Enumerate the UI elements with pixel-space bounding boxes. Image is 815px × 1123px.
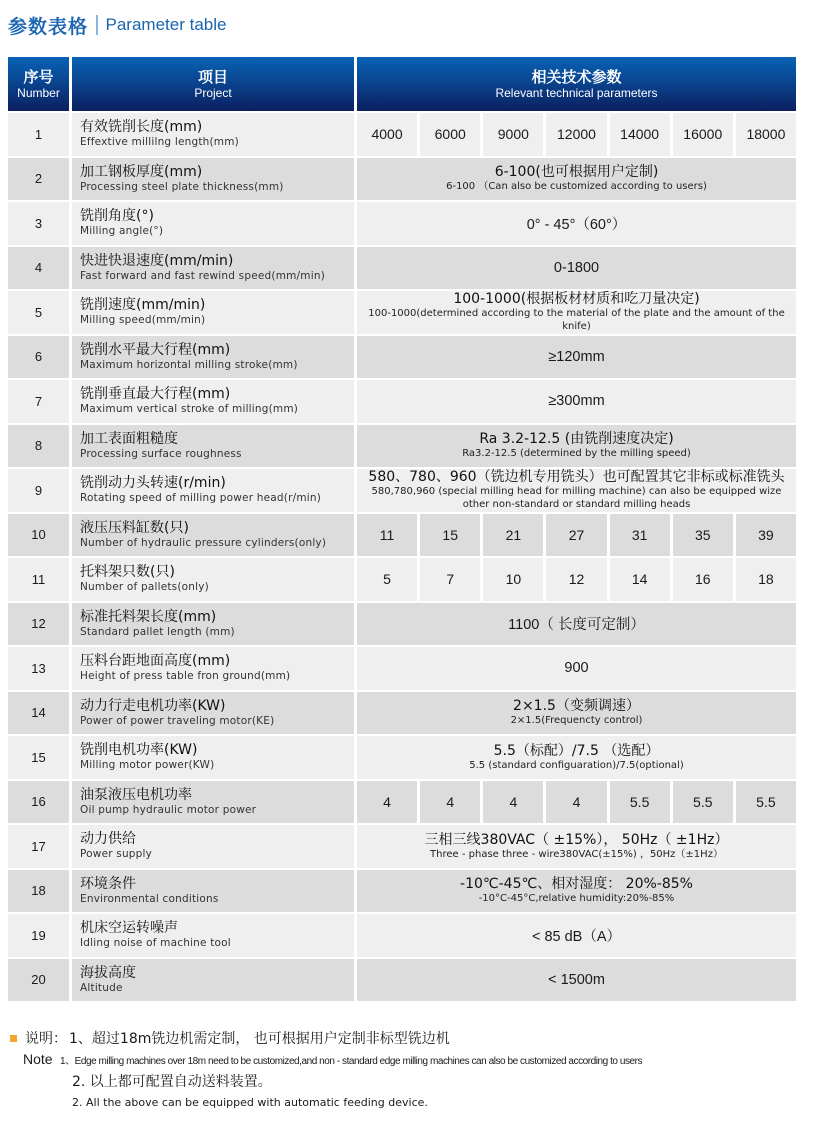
row-value <box>357 736 796 779</box>
value-text: 0° - 45°（60°） <box>526 216 627 233</box>
note2-cn: 2. 以上都可配置自动送料装置。 <box>72 1074 272 1090</box>
row-project <box>72 870 354 913</box>
row-value <box>357 603 796 646</box>
row-value <box>357 959 796 1002</box>
value-en: 5.5 (standard configuaration)/7.5(optional) <box>469 759 684 771</box>
parameter-table <box>8 57 796 1001</box>
row-values <box>357 558 796 601</box>
row-value <box>357 247 796 290</box>
row-number: 3 <box>8 202 69 245</box>
row-project <box>72 558 354 601</box>
value-text: < 85 dB（A） <box>531 928 622 945</box>
project-cn: 液压压料缸数(只) <box>80 519 189 536</box>
title-divider <box>96 15 98 35</box>
row-number: 11 <box>8 558 69 601</box>
header-params <box>357 57 796 111</box>
value-cell: 15 <box>417 514 480 557</box>
table-row <box>8 467 796 512</box>
table-row <box>8 556 796 601</box>
table-row <box>8 245 796 290</box>
row-value <box>357 291 796 334</box>
note-label-en: Note <box>23 1051 53 1067</box>
value-cell: 14 <box>607 558 670 601</box>
page-title <box>8 12 226 38</box>
value-cell: 11 <box>357 514 417 557</box>
row-project <box>72 469 354 512</box>
project-en: Standard pallet length (mm) <box>80 625 235 638</box>
value-cell: 7 <box>417 558 480 601</box>
value-cell: 5.5 <box>670 781 733 824</box>
row-number: 10 <box>8 514 69 557</box>
notes-section <box>8 1028 808 1112</box>
value-cell: 4 <box>357 781 417 824</box>
row-number: 7 <box>8 380 69 423</box>
row-value <box>357 692 796 735</box>
value-cell: 5.5 <box>607 781 670 824</box>
row-project <box>72 825 354 868</box>
project-cn: 铣削电机功率(KW) <box>80 742 198 759</box>
value-cell: 10 <box>480 558 543 601</box>
table-row <box>8 378 796 423</box>
header-project <box>72 57 354 111</box>
row-number: 12 <box>8 603 69 646</box>
project-en: Processing surface roughness <box>80 447 242 460</box>
project-en: Power of power traveling motor(KE) <box>80 714 275 727</box>
value-cell: 9000 <box>480 113 543 156</box>
value-cell: 4 <box>417 781 480 824</box>
project-cn: 油泵液压电机功率 <box>80 786 192 803</box>
row-number: 1 <box>8 113 69 156</box>
value-cell: 12000 <box>543 113 606 156</box>
project-en: Processing steel plate thickness(mm) <box>80 180 284 193</box>
row-project <box>72 113 354 156</box>
header-project-en: Project <box>194 85 232 100</box>
table-row <box>8 423 796 468</box>
row-values <box>357 113 796 156</box>
project-cn: 动力供给 <box>80 831 136 848</box>
row-project <box>72 914 354 957</box>
row-value <box>357 336 796 379</box>
row-project <box>72 202 354 245</box>
project-en: Number of hydraulic pressure cylinders(only) <box>80 536 327 549</box>
note1-cn: 1、超过18m铣边机需定制， 也可根据用户定制非标型铣边机 <box>69 1031 450 1047</box>
value-cell: 5 <box>357 558 417 601</box>
value-en: Three - phase three - wire380VAC(±15%) ，50Hz（±1Hz） <box>430 848 723 860</box>
value-cell: 4000 <box>357 113 417 156</box>
row-project <box>72 781 354 824</box>
row-number: 17 <box>8 825 69 868</box>
row-values <box>357 514 796 557</box>
value-cell: 39 <box>733 514 796 557</box>
row-value <box>357 825 796 868</box>
table-row <box>8 512 796 557</box>
row-number: 13 <box>8 647 69 690</box>
table-body <box>8 111 796 1001</box>
row-project <box>72 158 354 201</box>
project-cn: 铣削垂直最大行程(mm) <box>80 386 231 403</box>
row-number: 5 <box>8 291 69 334</box>
table-row <box>8 601 796 646</box>
project-cn: 标准托料架长度(mm) <box>80 608 217 625</box>
project-en: Milling motor power(KW) <box>80 759 215 772</box>
table-row <box>8 734 796 779</box>
row-project <box>72 336 354 379</box>
value-cn: 580、780、960（铣边机专用铣头）也可配置其它非标或标准铣头 <box>368 469 785 486</box>
project-en: Idling noise of machine tool <box>80 937 231 950</box>
row-project <box>72 425 354 468</box>
value-en: -10°C-45°C,relative humidity:20%-85% <box>478 893 675 904</box>
table-header <box>8 57 796 111</box>
header-number <box>8 57 69 111</box>
row-number: 2 <box>8 158 69 201</box>
table-row <box>8 289 796 334</box>
value-en: Ra3.2-12.5 (determined by the milling speed) <box>462 448 691 459</box>
note-label-cn: 说明： <box>25 1031 67 1047</box>
project-cn: 加工钢板厚度(mm) <box>80 163 203 180</box>
table-row <box>8 111 796 156</box>
row-value <box>357 914 796 957</box>
value-cell: 16000 <box>670 113 733 156</box>
project-cn: 机床空运转噪声 <box>80 920 178 937</box>
project-cn: 动力行走电机功率(KW) <box>80 697 226 714</box>
project-cn: 托料架只数(只) <box>80 564 175 581</box>
table-row <box>8 912 796 957</box>
row-project <box>72 247 354 290</box>
row-values <box>357 781 796 824</box>
project-en: Environmental conditions <box>80 892 219 905</box>
table-row <box>8 957 796 1002</box>
value-text: 1100（ 长度可定制） <box>508 617 645 634</box>
project-cn: 海拔高度 <box>80 964 136 981</box>
value-text: 0-1800 <box>553 259 600 276</box>
value-text: 900 <box>564 660 589 677</box>
table-row <box>8 645 796 690</box>
header-params-cn: 相关技术参数 <box>531 67 622 86</box>
project-en: Number of pallets(only) <box>80 581 209 594</box>
row-project <box>72 959 354 1002</box>
table-row <box>8 334 796 379</box>
row-project <box>72 647 354 690</box>
value-cell: 31 <box>607 514 670 557</box>
note2-en: 2. All the above can be equipped with automatic feeding device. <box>72 1095 428 1109</box>
project-cn: 铣削水平最大行程(mm) <box>80 341 231 358</box>
project-cn: 有效铣削长度(mm) <box>80 119 203 136</box>
value-text: ≥120mm <box>548 348 605 365</box>
table-row <box>8 868 796 913</box>
row-project <box>72 692 354 735</box>
project-en: Fast forward and fast rewind speed(mm/min) <box>80 269 325 282</box>
project-en: Milling angle(°) <box>80 225 164 238</box>
project-cn: 铣削角度(°) <box>80 208 154 225</box>
value-en: 100-1000(determined according to the material of the plate and the amount of the knife) <box>368 308 785 332</box>
row-value <box>357 158 796 201</box>
row-value <box>357 380 796 423</box>
note1-en: 1、Edge milling machines over 18m need to be customized,and non - standard edge milling machines can also be customized according to users <box>60 1055 643 1067</box>
table-row <box>8 690 796 735</box>
project-en: Height of press table fron ground(mm) <box>80 670 291 683</box>
row-project <box>72 603 354 646</box>
value-cell: 4 <box>543 781 606 824</box>
value-cn: 100-1000(根据板材材质和吃刀量决定) <box>453 291 700 308</box>
row-number: 19 <box>8 914 69 957</box>
row-value <box>357 647 796 690</box>
title-cn: 参数表格 <box>8 15 89 38</box>
project-en: Altitude <box>80 981 123 994</box>
row-number: 4 <box>8 247 69 290</box>
row-number: 6 <box>8 336 69 379</box>
header-number-en: Number <box>17 85 60 100</box>
row-value <box>357 425 796 468</box>
value-cn: 6-100(也可根据用户定制) <box>494 164 659 180</box>
bullet-square-icon <box>10 1035 17 1042</box>
value-cell: 12 <box>543 558 606 601</box>
project-en: Oil pump hydraulic motor power <box>80 803 257 816</box>
value-cn: 5.5（标配）/7.5 （选配） <box>493 742 660 759</box>
value-text: < 1500m <box>548 971 605 988</box>
title-en: Parameter table <box>105 15 227 34</box>
row-project <box>72 736 354 779</box>
value-cell: 5.5 <box>733 781 796 824</box>
table-row <box>8 779 796 824</box>
value-cell: 14000 <box>607 113 670 156</box>
table-row <box>8 200 796 245</box>
project-en: Maximum horizontal milling stroke(mm) <box>80 358 298 371</box>
row-number: 18 <box>8 870 69 913</box>
project-cn: 快进快退速度(mm/min) <box>80 252 234 269</box>
value-cn: 三相三线380VAC（ ±15%）， 50Hz（ ±1Hz） <box>424 831 729 848</box>
value-cn: Ra 3.2-12.5 (由铣削速度决定) <box>479 431 674 447</box>
table-row <box>8 156 796 201</box>
value-cell: 18000 <box>733 113 796 156</box>
value-text: ≥300mm <box>548 393 605 410</box>
value-en: 580,780,960 (special milling head for milling machine) can also be equipped wize other non-standard or standard milling heads <box>371 486 782 510</box>
project-cn: 铣削动力头转速(r/min) <box>80 475 226 492</box>
row-project <box>72 380 354 423</box>
value-en: 2×1.5(Frequencty control) <box>510 715 643 726</box>
value-cell: 4 <box>480 781 543 824</box>
row-project <box>72 291 354 334</box>
header-number-cn: 序号 <box>23 67 54 86</box>
row-number: 15 <box>8 736 69 779</box>
value-cn: -10℃-45℃、相对湿度： 20%-85% <box>460 876 693 892</box>
project-cn: 压料台距地面高度(mm) <box>80 653 231 670</box>
row-number: 16 <box>8 781 69 824</box>
project-en: Rotating speed of milling power head(r/min) <box>80 492 322 505</box>
row-value <box>357 202 796 245</box>
header-params-en: Relevant technical parameters <box>495 85 658 100</box>
value-cn: 2×1.5（变频调速） <box>513 698 640 714</box>
value-cell: 35 <box>670 514 733 557</box>
row-number: 20 <box>8 959 69 1002</box>
value-en: 6-100 （Can also be customized according to users) <box>446 181 707 192</box>
header-project-cn: 项目 <box>197 67 228 86</box>
value-cell: 16 <box>670 558 733 601</box>
project-en: Milling speed(mm/min) <box>80 314 206 327</box>
project-en: Power supply <box>80 848 153 861</box>
project-en: Effextive millilng length(mm) <box>80 136 239 149</box>
project-cn: 加工表面粗糙度 <box>80 430 178 447</box>
row-number: 9 <box>8 469 69 512</box>
row-number: 8 <box>8 425 69 468</box>
row-number: 14 <box>8 692 69 735</box>
project-en: Maximum vertical stroke of milling(mm) <box>80 403 299 416</box>
project-cn: 环境条件 <box>80 875 136 892</box>
table-row <box>8 823 796 868</box>
value-cell: 6000 <box>417 113 480 156</box>
value-cell: 27 <box>543 514 606 557</box>
row-value <box>357 870 796 913</box>
project-cn: 铣削速度(mm/min) <box>80 297 206 314</box>
row-value <box>357 469 796 512</box>
row-project <box>72 514 354 557</box>
value-cell: 21 <box>480 514 543 557</box>
value-cell: 18 <box>733 558 796 601</box>
